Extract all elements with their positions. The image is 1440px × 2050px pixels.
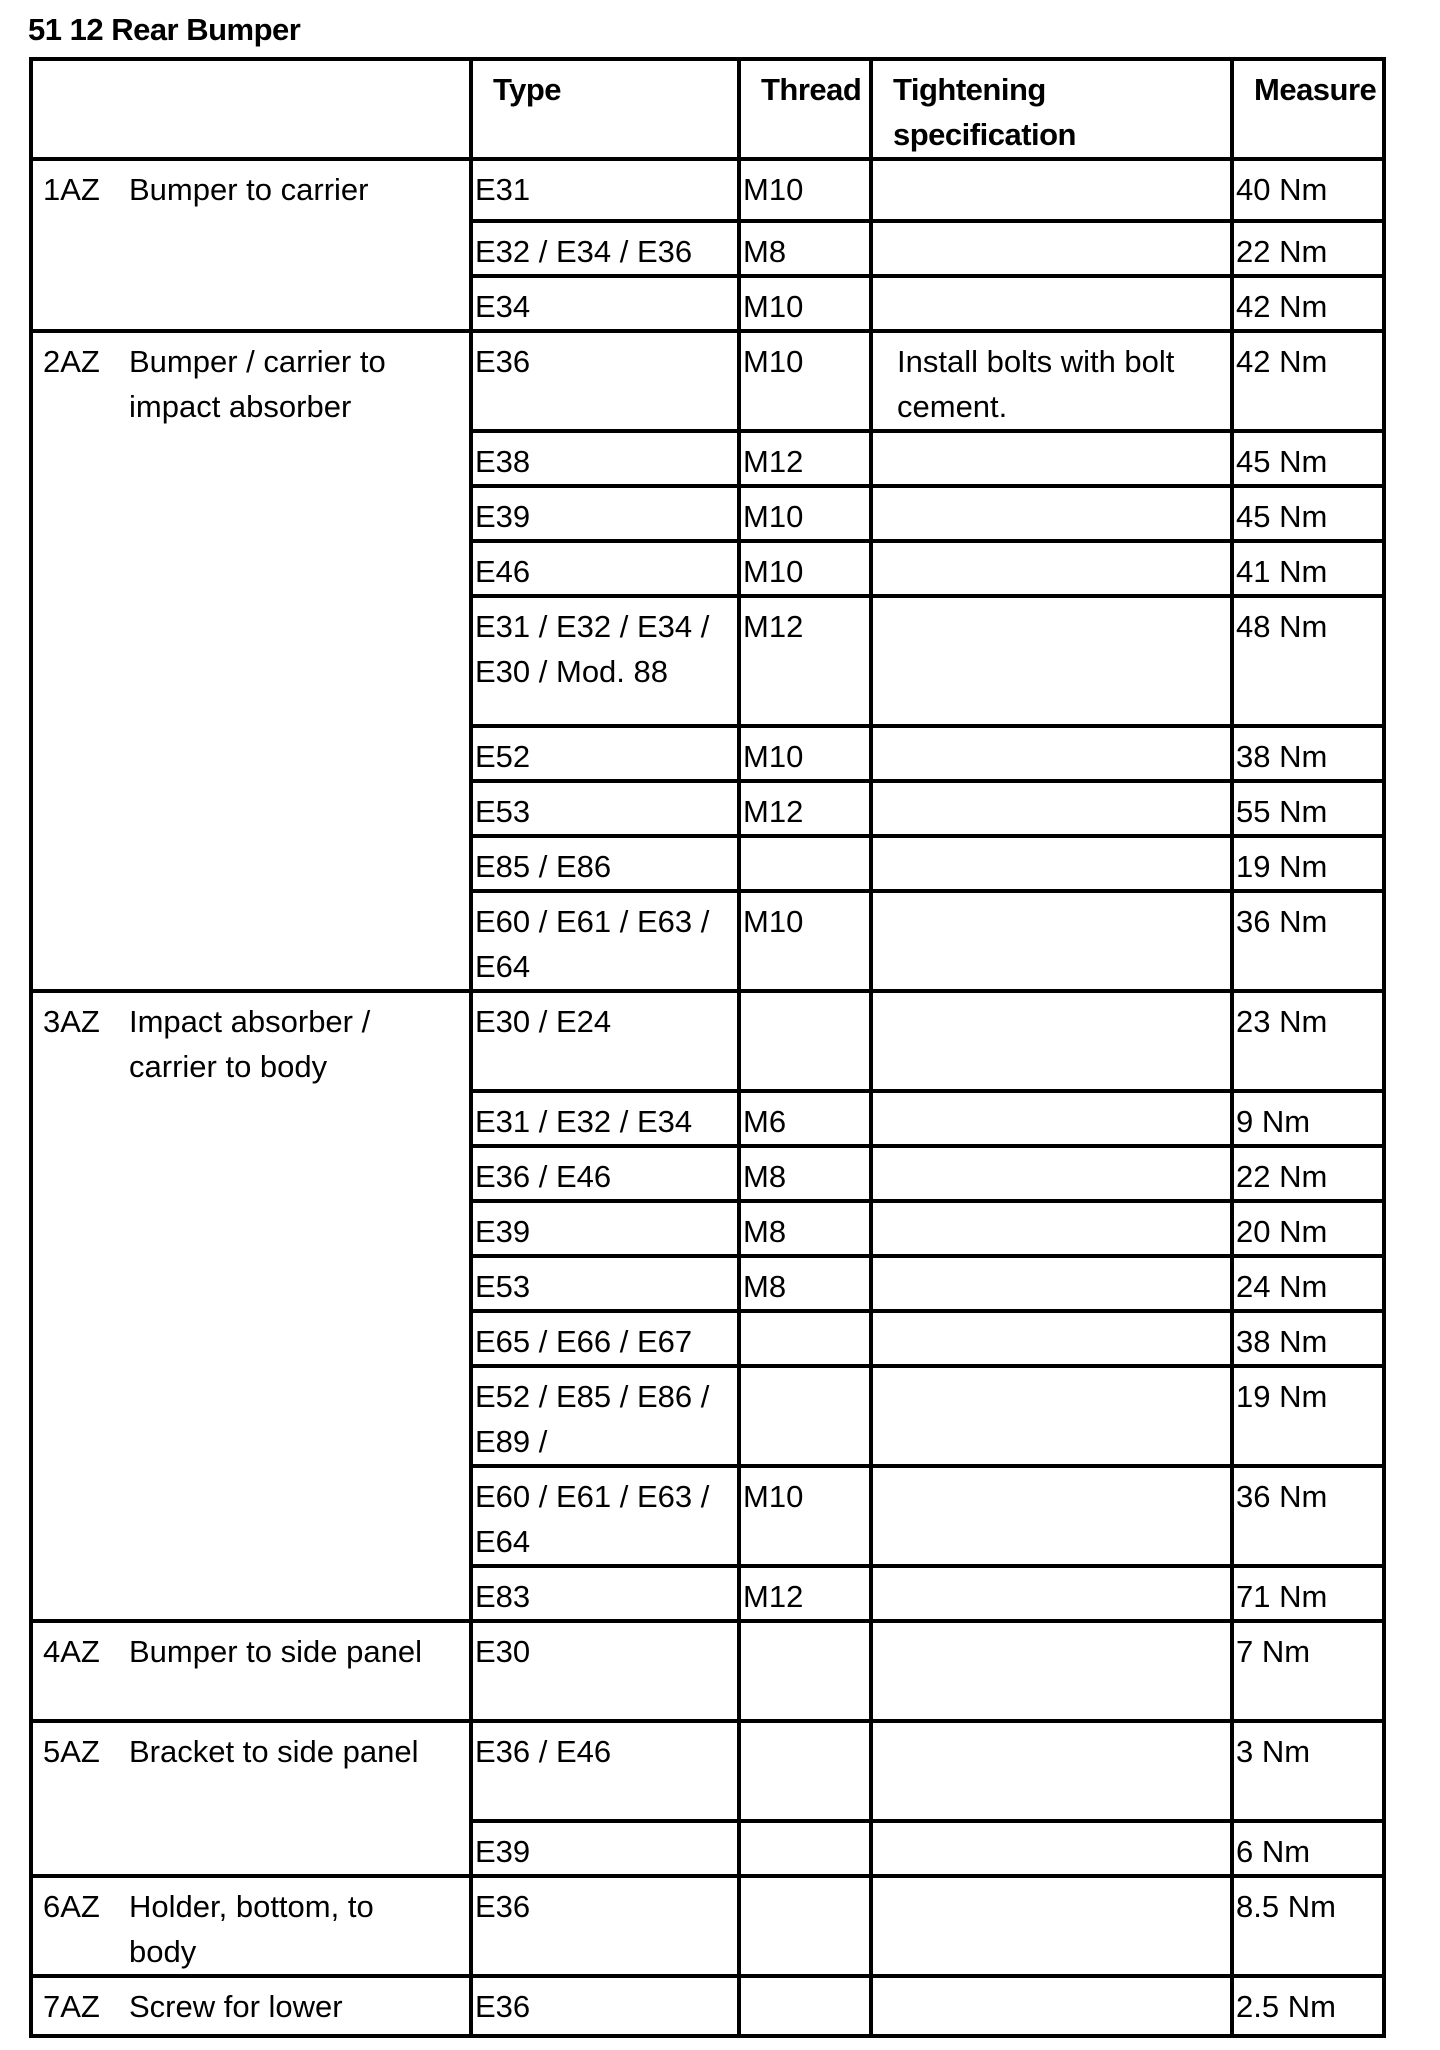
measure-cell: 48 Nm: [1232, 596, 1384, 726]
type-cell: E31: [471, 159, 739, 221]
torque-spec-table: [29, 57, 1386, 2038]
thread-cell: [739, 1721, 871, 1821]
position-cell: [31, 1621, 471, 1721]
position-cell: [31, 1721, 471, 1876]
measure-cell: 6 Nm: [1232, 1821, 1384, 1876]
position-code: 1AZ: [43, 172, 100, 207]
type-cell: E34: [471, 276, 739, 331]
tightening-spec-cell: [871, 1876, 1232, 1976]
measure-cell: 40 Nm: [1232, 159, 1384, 221]
tightening-spec-cell: [871, 1201, 1232, 1256]
position-cell: [31, 159, 471, 331]
measure-cell: 45 Nm: [1232, 431, 1384, 486]
thread-cell: M12: [739, 431, 871, 486]
table-row: [31, 1621, 1384, 1721]
tightening-spec-cell: [871, 276, 1232, 331]
position-cell: [31, 1876, 471, 1976]
thread-cell: [739, 1311, 871, 1366]
thread-cell: M10: [739, 891, 871, 991]
thread-cell: M12: [739, 781, 871, 836]
type-cell: E36 / E46: [471, 1721, 739, 1821]
thread-cell: M8: [739, 1146, 871, 1201]
position-description: Bumper to side panel: [129, 1634, 422, 1669]
type-cell: E53: [471, 1256, 739, 1311]
type-cell: E52: [471, 726, 739, 781]
type-cell: E31 / E32 / E34 / E30 / Mod. 88: [471, 596, 739, 726]
tightening-spec-cell: [871, 1466, 1232, 1566]
measure-cell: 45 Nm: [1232, 486, 1384, 541]
measure-cell: 22 Nm: [1232, 1146, 1384, 1201]
type-cell: E32 / E34 / E36: [471, 221, 739, 276]
measure-cell: 19 Nm: [1232, 1366, 1384, 1466]
thread-cell: [739, 991, 871, 1091]
measure-cell: 42 Nm: [1232, 276, 1384, 331]
type-cell: E85 / E86: [471, 836, 739, 891]
table-header-row: [31, 59, 1384, 159]
measure-cell: 36 Nm: [1232, 891, 1384, 991]
thread-cell: [739, 1366, 871, 1466]
type-cell: E46: [471, 541, 739, 596]
position-cell: [31, 331, 471, 991]
tightening-spec-cell: [871, 486, 1232, 541]
measure-cell: 55 Nm: [1232, 781, 1384, 836]
type-cell: E39: [471, 1201, 739, 1256]
header-tightening-specification: Tightening specification: [871, 59, 1232, 159]
type-cell: E60 / E61 / E63 / E64: [471, 891, 739, 991]
measure-cell: 3 Nm: [1232, 1721, 1384, 1821]
tightening-spec-cell: [871, 991, 1232, 1091]
page-title: 51 12 Rear Bumper: [28, 12, 301, 47]
table-row: [31, 1721, 1384, 1821]
type-cell: E60 / E61 / E63 / E64: [471, 1466, 739, 1566]
position-description: Bracket to side panel: [129, 1734, 419, 1769]
measure-cell: 23 Nm: [1232, 991, 1384, 1091]
tightening-spec-cell: [871, 1091, 1232, 1146]
tightening-spec-cell: [871, 1821, 1232, 1876]
measure-cell: 22 Nm: [1232, 221, 1384, 276]
position-code: 4AZ: [43, 1634, 100, 1669]
tightening-spec-cell: [871, 596, 1232, 726]
tightening-spec-cell: [871, 726, 1232, 781]
type-cell: E30: [471, 1621, 739, 1721]
tightening-spec-cell: [871, 1366, 1232, 1466]
measure-cell: 36 Nm: [1232, 1466, 1384, 1566]
position-description: Screw for lower: [129, 1989, 343, 2024]
thread-cell: M10: [739, 486, 871, 541]
tightening-spec-cell: [871, 1566, 1232, 1621]
type-cell: E38: [471, 431, 739, 486]
header-type: Type: [471, 59, 739, 159]
thread-cell: M8: [739, 1256, 871, 1311]
position-cell: [31, 1976, 471, 2036]
measure-cell: 38 Nm: [1232, 726, 1384, 781]
table-row: [31, 331, 1384, 431]
header-position: [31, 59, 471, 159]
table-row: [31, 159, 1384, 221]
position-code: 2AZ: [43, 344, 100, 379]
tightening-spec-cell: [871, 159, 1232, 221]
type-cell: E31 / E32 / E34: [471, 1091, 739, 1146]
type-cell: E36: [471, 331, 739, 431]
thread-cell: M10: [739, 1466, 871, 1566]
measure-cell: 2.5 Nm: [1232, 1976, 1384, 2036]
thread-cell: M10: [739, 159, 871, 221]
measure-cell: 19 Nm: [1232, 836, 1384, 891]
tightening-spec-cell: Install bolts with bolt cement.: [871, 331, 1232, 431]
thread-cell: M10: [739, 276, 871, 331]
tightening-spec-cell: [871, 1721, 1232, 1821]
position-description: Bumper / carrier to impact absorber: [129, 344, 386, 424]
table-row: [31, 1976, 1384, 2036]
type-cell: E39: [471, 486, 739, 541]
tightening-spec-cell: [871, 781, 1232, 836]
thread-cell: M6: [739, 1091, 871, 1146]
thread-cell: [739, 1976, 871, 2036]
header-measure: Measure: [1232, 59, 1384, 159]
position-code: 5AZ: [43, 1734, 100, 1769]
measure-cell: 7 Nm: [1232, 1621, 1384, 1721]
tightening-spec-cell: [871, 1256, 1232, 1311]
thread-cell: M10: [739, 541, 871, 596]
thread-cell: M8: [739, 1201, 871, 1256]
measure-cell: 42 Nm: [1232, 331, 1384, 431]
tightening-spec-cell: [871, 836, 1232, 891]
type-cell: E36 / E46: [471, 1146, 739, 1201]
tightening-spec-cell: [871, 431, 1232, 486]
type-cell: E52 / E85 / E86 / E89 /: [471, 1366, 739, 1466]
tightening-spec-cell: [871, 221, 1232, 276]
thread-cell: [739, 836, 871, 891]
measure-cell: 8.5 Nm: [1232, 1876, 1384, 1976]
type-cell: E65 / E66 / E67: [471, 1311, 739, 1366]
measure-cell: 9 Nm: [1232, 1091, 1384, 1146]
position-code: 6AZ: [43, 1889, 100, 1924]
position-code: 7AZ: [43, 1989, 100, 2024]
thread-cell: [739, 1876, 871, 1976]
thread-cell: [739, 1821, 871, 1876]
type-cell: E53: [471, 781, 739, 836]
thread-cell: M10: [739, 726, 871, 781]
tightening-spec-cell: [871, 1311, 1232, 1366]
measure-cell: 38 Nm: [1232, 1311, 1384, 1366]
measure-cell: 20 Nm: [1232, 1201, 1384, 1256]
header-thread: Thread: [739, 59, 871, 159]
table-body: [31, 159, 1384, 2036]
position-description: Holder, bottom, to body: [129, 1889, 374, 1969]
thread-cell: M12: [739, 1566, 871, 1621]
thread-cell: M12: [739, 596, 871, 726]
tightening-spec-cell: [871, 541, 1232, 596]
table-row: [31, 1876, 1384, 1976]
position-code: 3AZ: [43, 1004, 100, 1039]
table-row: [31, 991, 1384, 1091]
measure-cell: 71 Nm: [1232, 1566, 1384, 1621]
type-cell: E39: [471, 1821, 739, 1876]
tightening-spec-cell: [871, 1976, 1232, 2036]
tightening-spec-cell: [871, 891, 1232, 991]
type-cell: E30 / E24: [471, 991, 739, 1091]
position-description: Impact absorber / carrier to body: [129, 1004, 371, 1084]
thread-cell: [739, 1621, 871, 1721]
thread-cell: M10: [739, 331, 871, 431]
thread-cell: M8: [739, 221, 871, 276]
measure-cell: 41 Nm: [1232, 541, 1384, 596]
tightening-spec-cell: [871, 1146, 1232, 1201]
type-cell: E36: [471, 1876, 739, 1976]
type-cell: E83: [471, 1566, 739, 1621]
position-description: Bumper to carrier: [129, 172, 369, 207]
measure-cell: 24 Nm: [1232, 1256, 1384, 1311]
type-cell: E36: [471, 1976, 739, 2036]
position-cell: [31, 991, 471, 1621]
tightening-spec-cell: [871, 1621, 1232, 1721]
